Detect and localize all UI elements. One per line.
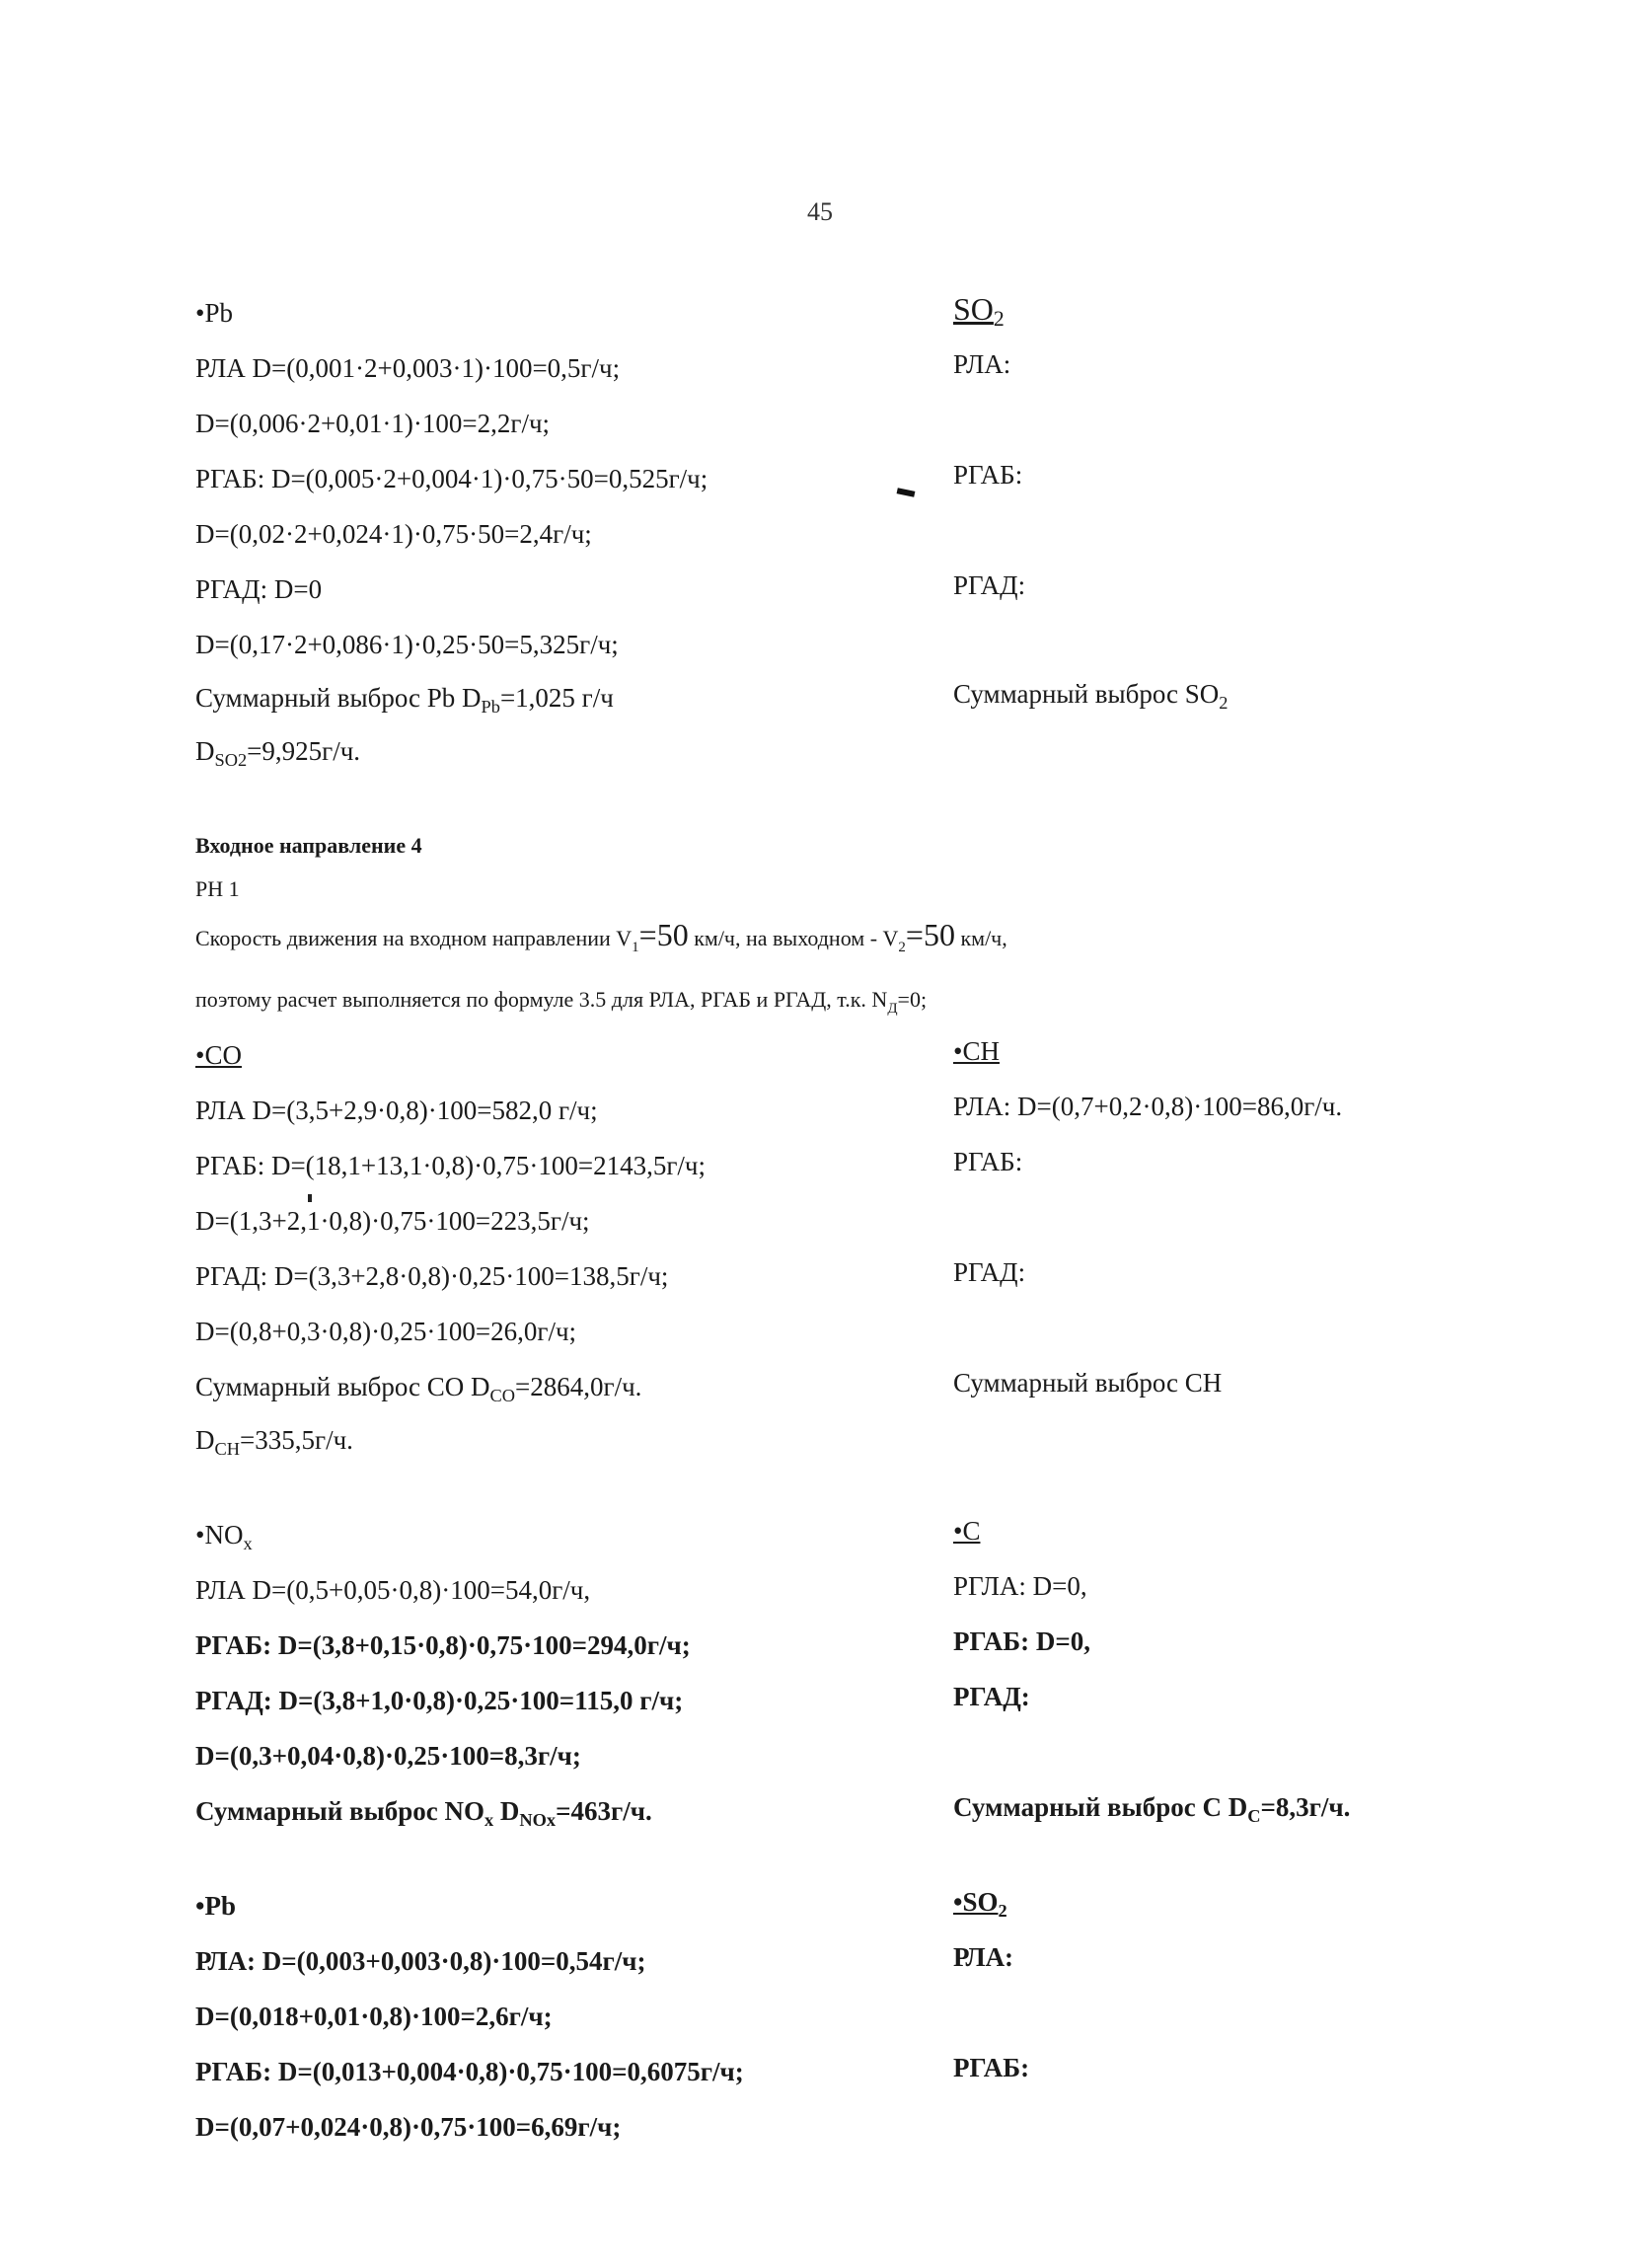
page-number: 45 [807, 197, 833, 226]
co-total [195, 1370, 641, 1403]
c-total-value: =8,3г/ч. [1260, 1792, 1351, 1822]
so2-2-rla-label: РЛА: [953, 1942, 1014, 1972]
so2-total-text: Суммарный выброс SO [953, 679, 1220, 709]
so2-heading-text: SO [953, 291, 994, 327]
ch-total: Суммарный выброс CH [953, 1368, 1223, 1398]
co-total-sub: CO [489, 1386, 516, 1405]
co-rla-line: РЛА D=(3,5+2,9·0,8)·100=582,0 г/ч; [195, 1096, 598, 1125]
nox-rgab-line: РГАБ: D=(3,8+0,15·0,8)·0,75·100=294,0г/ч; [195, 1630, 691, 1660]
ch-rla-line: РЛА: D=(0,7+0,2·0,8)·100=86,0г/ч. [953, 1092, 1343, 1121]
pb-rgab-line: РГАБ: D=(0,005·2+0,004·1)·0,75·50=0,525г/ч; [195, 464, 708, 493]
direction-heading: Входное направление 4 [195, 833, 422, 858]
pb2-rla-line-2: D=(0,018+0,01·0,8)·100=2,6г/ч; [195, 2002, 553, 2031]
pb-rgad-line: РГАД: D=0 [195, 574, 323, 604]
so2-2-rgab-label: РГАБ: [953, 2053, 1030, 2082]
formula-sub: Д [887, 1001, 898, 1017]
nox-total-sub: NOx [519, 1810, 557, 1830]
c-total [953, 1790, 1350, 1824]
so2-total-sub: 2 [1219, 693, 1229, 713]
speed-v2-sub: 2 [898, 940, 906, 955]
dso2-value [195, 734, 360, 768]
nox-rla-line: РЛА D=(0,5+0,05·0,8)·100=54,0г/ч, [195, 1575, 591, 1605]
so2-total [953, 677, 1228, 711]
nox-heading [195, 1518, 253, 1551]
pb-rla-line-2: D=(0,006·2+0,01·1)·100=2,2г/ч; [195, 409, 551, 438]
so2-2-heading [953, 1885, 1007, 1919]
co-rgab-line: РГАБ: D=(18,1+13,1·0,8)·0,75·100=2143,5г/ч; [195, 1151, 706, 1180]
pb-rgad-line-2: D=(0,17·2+0,086·1)·0,25·50=5,325г/ч; [195, 630, 619, 659]
speed-suffix: км/ч, [954, 926, 1007, 950]
dso2-sub: SO2 [214, 750, 248, 770]
dch-value [195, 1423, 353, 1457]
speed-text: Скорость движения на входном направлении V [195, 926, 633, 950]
dch-suffix: =335,5г/ч. [240, 1425, 353, 1455]
so2-rgab-label: РГАБ: [953, 460, 1023, 490]
so2-2-heading-text: •SO [953, 1887, 999, 1917]
formula-suffix: =0; [897, 987, 928, 1012]
pb-heading: •Pb [195, 298, 233, 328]
ch-rgab-label: РГАБ: [953, 1147, 1023, 1176]
so2-heading-sub: 2 [993, 307, 1005, 331]
c-rgla-line: РГЛА: D=0, [953, 1571, 1087, 1601]
dch-sub: CH [214, 1439, 241, 1459]
speed-v1-value: =50 [638, 917, 689, 952]
nox-rgad-line-2: D=(0,3+0,04·0,8)·0,25·100=8,3г/ч; [195, 1741, 581, 1771]
nox-total-value: =463г/ч. [556, 1796, 652, 1826]
c-heading: •C [953, 1516, 981, 1546]
dso2-suffix: =9,925г/ч. [247, 736, 361, 766]
nox-total-mid: D [493, 1796, 520, 1826]
nox-total-text: Суммарный выброс NO [195, 1796, 484, 1826]
pb2-rgab-line-2: D=(0,07+0,024·0,8)·0,75·100=6,69г/ч; [195, 2112, 622, 2142]
so2-2-heading-sub: 2 [998, 1901, 1007, 1921]
nox-heading-sub: x [243, 1534, 253, 1553]
pb-rgab-line-2: D=(0,02·2+0,024·1)·0,75·50=2,4г/ч; [195, 519, 592, 549]
nox-heading-text: •NO [195, 1520, 244, 1550]
stray-mark [897, 488, 916, 497]
c-rgab-line: РГАБ: D=0, [953, 1626, 1090, 1656]
nox-total-x: x [484, 1810, 494, 1830]
pb2-rgab-line: РГАБ: D=(0,013+0,004·0,8)·0,75·100=0,6075г/ч; [195, 2057, 744, 2086]
stray-mark-2 [308, 1194, 312, 1202]
c-total-text: Суммарный выброс C D [953, 1792, 1248, 1822]
so2-rgad-label: РГАД: [953, 570, 1026, 600]
pb2-heading: •Pb [195, 1891, 236, 1921]
formula-line [195, 983, 927, 1017]
pb-rla-line: РЛА D=(0,001·2+0,003·1)·100=0,5г/ч; [195, 353, 621, 383]
co-rgad-line: РГАД: D=(3,3+2,8·0,8)·0,25·100=138,5г/ч; [195, 1261, 669, 1291]
pb2-rla-line: РЛА: D=(0,003+0,003·0,8)·100=0,54г/ч; [195, 1946, 646, 1976]
dso2-prefix: D [195, 736, 215, 766]
co-rgad-line-2: D=(0,8+0,3·0,8)·0,25·100=26,0г/ч; [195, 1317, 577, 1346]
nox-total [195, 1794, 652, 1828]
c-total-sub: C [1247, 1806, 1261, 1826]
pb-total-text: Суммарный выброс Pb D [195, 683, 482, 713]
speed-v2-value: =50 [905, 917, 955, 952]
pb-total-sub: Pb [481, 697, 500, 717]
pb-total-value: =1,025 г/ч [499, 683, 614, 713]
so2-rla-label: РЛА: [953, 349, 1011, 379]
co-total-value: =2864,0г/ч. [515, 1372, 642, 1401]
formula-text: поэтому расчет выполняется по формуле 3.5 для РЛА, РГАБ и РГАД, т.к. N [195, 987, 888, 1012]
rn-heading: РН 1 [195, 876, 240, 901]
dch-prefix: D [195, 1425, 215, 1455]
pb-total [195, 681, 614, 715]
co-total-text: Суммарный выброс CO D [195, 1372, 490, 1401]
co-rgab-line-2: D=(1,3+2,1·0,8)·0,75·100=223,5г/ч; [195, 1206, 590, 1236]
speed-mid-text: км/ч, на выходном - V [688, 926, 899, 950]
ch-rgad-label: РГАД: [953, 1257, 1026, 1287]
ch-heading: •CH [953, 1036, 1000, 1066]
so2-heading [953, 291, 1005, 331]
nox-rgad-line: РГАД: D=(3,8+1,0·0,8)·0,25·100=115,0 г/ч; [195, 1686, 684, 1715]
co-heading: •CO [195, 1040, 242, 1070]
c-rgad-label: РГАД: [953, 1682, 1030, 1711]
speed-v1-sub: 1 [632, 940, 639, 955]
speed-line [195, 918, 1007, 955]
